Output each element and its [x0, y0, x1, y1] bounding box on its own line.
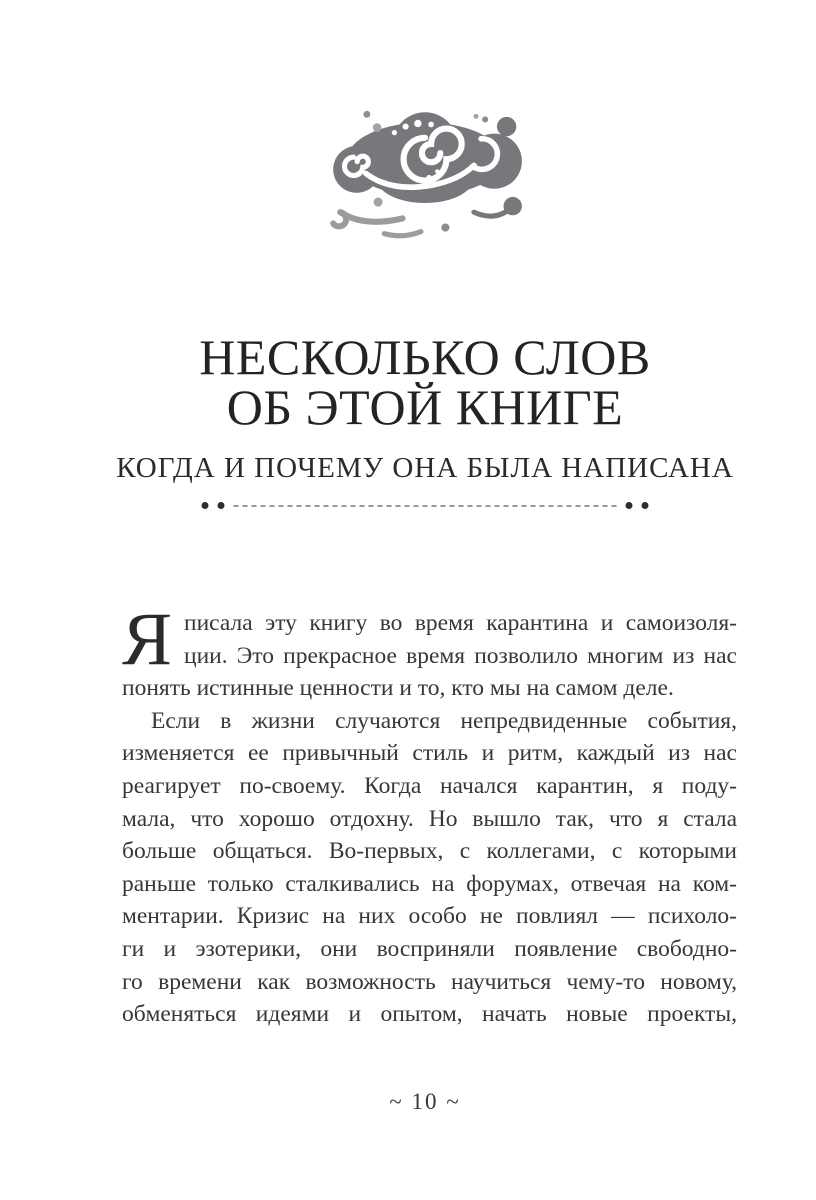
text-line: Если в жизни случаются непредвиденные события, [151, 707, 737, 734]
text-line: больше общаться. Во-первых, с коллегами, с которыми [122, 838, 737, 865]
divider-dashed-line [234, 505, 617, 507]
text-line: мала, что хорошо отдохну. Но вышло так, что я стала [122, 805, 737, 832]
chapter-subtitle: КОГДА И ПОЧЕМУ ОНА БЫЛА НАПИСАНА [116, 452, 734, 484]
text-line: реагирует по-своему. Когда начался карантин, я поду- [122, 772, 737, 799]
text-line: изменяется ее привычный стиль и ритм, каждый из нас [122, 740, 737, 767]
text-line: го времени как возможность научиться чему-то новому, [122, 968, 737, 995]
page-number: ~ 10 ~ [389, 1089, 461, 1114]
paragraph-1 [122, 598, 737, 705]
body-text [122, 598, 737, 1031]
paragraph-2 [122, 705, 737, 1031]
divider-dot-icon [642, 502, 649, 509]
drop-cap: Я [122, 598, 173, 681]
divider-dot-icon [202, 502, 209, 509]
chapter-title-line2: ОБ ЭТОЙ КНИГЕ [226, 379, 624, 435]
text-line: обменяться идеями и опытом, начать новые проекты, [122, 1001, 737, 1028]
text-line: писала эту книгу во время карантина и самоизоля- [184, 610, 737, 636]
chapter-title-line1: НЕСКОЛЬКО СЛОВ [199, 329, 651, 385]
divider-dot-icon [218, 502, 225, 509]
decorative-swirl-ornament-icon [323, 104, 527, 252]
divider-dot-icon [626, 502, 633, 509]
text-line: понять истинные ценности и то, кто мы на самом деле. [122, 675, 674, 702]
section-divider [202, 502, 649, 509]
text-line: ментарии. Кризис на них особо не повлиял — психоло- [122, 903, 737, 930]
chapter-title [65, 329, 785, 435]
text-line: ции. Это прекрасное время позволило многим из нас [184, 642, 737, 669]
text-line: ги и эзотерики, они восприняли появление свободно- [122, 935, 737, 962]
text-line: раньше только сталкивались на форумах, отвечая на ком- [122, 870, 737, 897]
